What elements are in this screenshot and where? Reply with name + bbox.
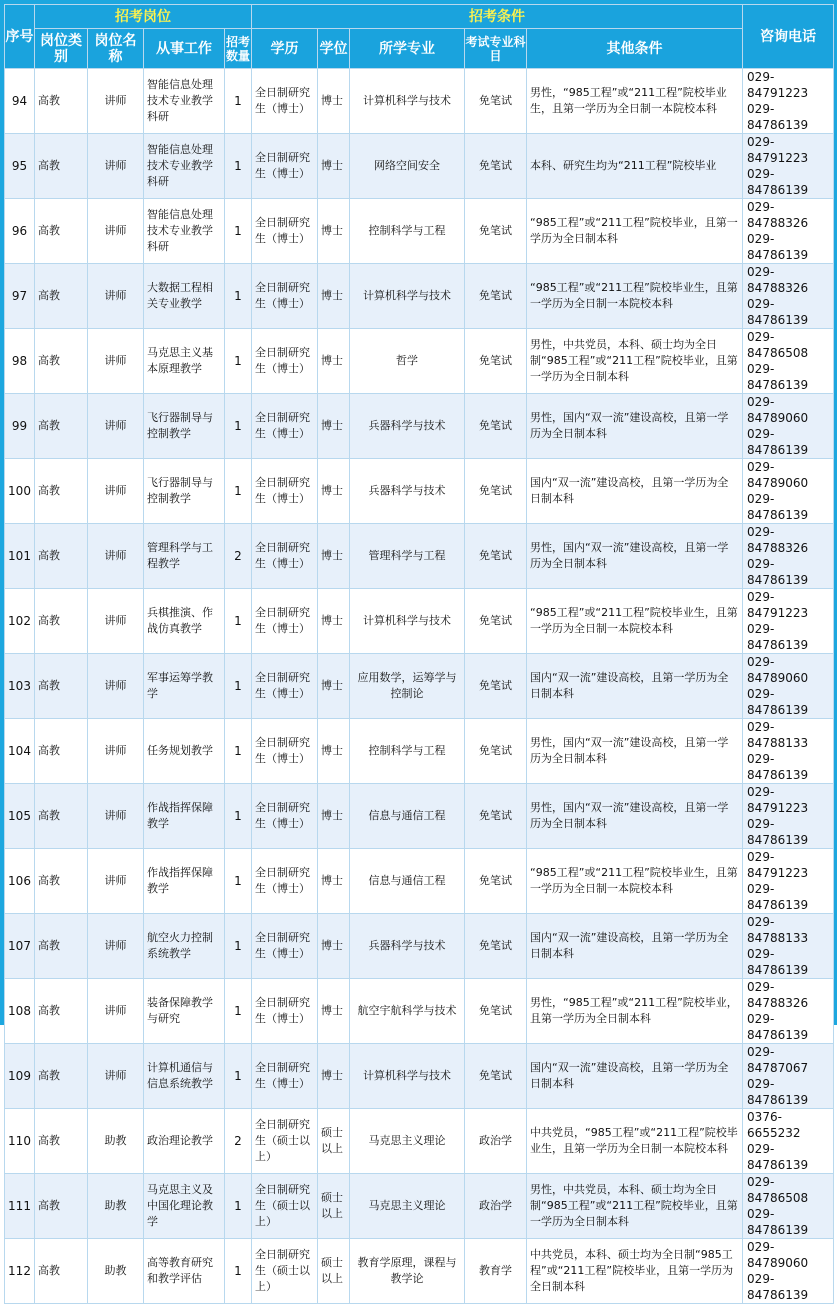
cell-work: 智能信息处理技术专业教学科研 — [144, 134, 225, 199]
phone-1: 029-84789060 — [747, 1240, 809, 1270]
table-row — [5, 849, 834, 914]
cell-exam: 教育学 — [465, 1239, 527, 1304]
cell-title: 讲师 — [88, 134, 144, 199]
cell-count: 1 — [225, 979, 252, 1044]
cell-work: 大数据工程相关专业教学 — [144, 264, 225, 329]
cell-title: 讲师 — [88, 524, 144, 589]
table-row — [5, 589, 834, 654]
header-work: 从事工作 — [144, 29, 225, 69]
cell-title: 助教 — [88, 1174, 144, 1239]
cell-degree: 硕士以上 — [318, 1109, 350, 1174]
cell-count: 1 — [225, 654, 252, 719]
cell-title: 讲师 — [88, 849, 144, 914]
table-row — [5, 329, 834, 394]
cell-phone — [743, 1239, 834, 1304]
cell-category: 高教 — [35, 329, 88, 394]
cell-count: 1 — [225, 589, 252, 654]
cell-major: 兵器科学与技术 — [350, 914, 465, 979]
table-row — [5, 1044, 834, 1109]
cell-no: 109 — [5, 1044, 35, 1109]
header-count: 招考数量 — [225, 29, 252, 69]
cell-exam: 政治学 — [465, 1174, 527, 1239]
phone-1: 029-84788326 — [747, 265, 809, 295]
recruitment-table — [4, 4, 834, 1304]
cell-education: 全日制研究生（博士） — [252, 784, 318, 849]
cell-count: 1 — [225, 329, 252, 394]
phone-1: 029-84791223 — [747, 785, 809, 815]
phone-2: 029-84786139 — [747, 232, 809, 262]
cell-exam: 政治学 — [465, 1109, 527, 1174]
phone-1: 029-84786508 — [747, 330, 809, 360]
phone-2: 029-84786139 — [747, 1142, 809, 1172]
cell-count: 1 — [225, 1044, 252, 1109]
cell-other: 国内“双一流”建设高校，且第一学历为全日制本科 — [527, 1044, 743, 1109]
cell-other: 男性，国内“双一流”建设高校，且第一学历为全日制本科 — [527, 719, 743, 784]
cell-exam: 免笔试 — [465, 979, 527, 1044]
cell-no: 100 — [5, 459, 35, 524]
cell-category: 高教 — [35, 719, 88, 784]
cell-category: 高教 — [35, 134, 88, 199]
cell-other: 中共党员，本科、硕士均为全日制“985工程”或“211工程”院校毕业，且第一学历为全日制本科 — [527, 1239, 743, 1304]
cell-count: 2 — [225, 1109, 252, 1174]
cell-exam: 免笔试 — [465, 719, 527, 784]
phone-2: 029-84786139 — [747, 1077, 809, 1107]
phone-1: 029-84789060 — [747, 460, 809, 490]
table-row — [5, 719, 834, 784]
cell-education: 全日制研究生（博士） — [252, 329, 318, 394]
cell-count: 1 — [225, 69, 252, 134]
phone-2: 029-84786139 — [747, 1012, 809, 1042]
cell-count: 2 — [225, 524, 252, 589]
header-no: 序号 — [5, 5, 35, 69]
cell-category: 高教 — [35, 784, 88, 849]
cell-education: 全日制研究生（博士） — [252, 264, 318, 329]
cell-phone — [743, 69, 834, 134]
cell-major: 马克思主义理论 — [350, 1174, 465, 1239]
cell-major: 控制科学与工程 — [350, 199, 465, 264]
cell-phone — [743, 1044, 834, 1109]
cell-category: 高教 — [35, 979, 88, 1044]
cell-other: 本科、研究生均为“211工程”院校毕业 — [527, 134, 743, 199]
cell-exam: 免笔试 — [465, 1044, 527, 1109]
phone-2: 029-84786139 — [747, 427, 809, 457]
phone-2: 029-84786139 — [747, 882, 809, 912]
cell-title: 讲师 — [88, 589, 144, 654]
phone-1: 0376-6655232 — [747, 1110, 801, 1140]
cell-major: 计算机科学与技术 — [350, 264, 465, 329]
phone-1: 029-84788326 — [747, 525, 809, 555]
cell-degree: 硕士以上 — [318, 1239, 350, 1304]
cell-no: 99 — [5, 394, 35, 459]
cell-no: 105 — [5, 784, 35, 849]
cell-exam: 免笔试 — [465, 914, 527, 979]
cell-category: 高教 — [35, 1109, 88, 1174]
table-row — [5, 1239, 834, 1304]
cell-major: 信息与通信工程 — [350, 849, 465, 914]
phone-1: 029-84791223 — [747, 850, 809, 880]
table-row — [5, 784, 834, 849]
cell-other: 男性，国内“双一流”建设高校，且第一学历为全日制本科 — [527, 784, 743, 849]
cell-title: 讲师 — [88, 394, 144, 459]
cell-degree: 博士 — [318, 589, 350, 654]
cell-other: 男性，国内“双一流”建设高校，且第一学历为全日制本科 — [527, 394, 743, 459]
phone-2: 029-84786139 — [747, 297, 809, 327]
cell-phone — [743, 654, 834, 719]
cell-education: 全日制研究生（博士） — [252, 524, 318, 589]
cell-education: 全日制研究生（博士） — [252, 134, 318, 199]
cell-no: 110 — [5, 1109, 35, 1174]
cell-phone — [743, 264, 834, 329]
cell-other: 男性，中共党员，本科、硕士均为全日制“985工程”或“211工程”院校毕业，且第一学历为全日制本科 — [527, 1174, 743, 1239]
phone-1: 029-84791223 — [747, 135, 809, 165]
cell-category: 高教 — [35, 1044, 88, 1109]
cell-education: 全日制研究生（硕士以上） — [252, 1239, 318, 1304]
table-row — [5, 979, 834, 1044]
cell-degree: 博士 — [318, 199, 350, 264]
cell-other: “985工程”或“211工程”院校毕业，且第一学历为全日制本科 — [527, 199, 743, 264]
cell-exam: 免笔试 — [465, 394, 527, 459]
cell-no: 112 — [5, 1239, 35, 1304]
cell-phone — [743, 199, 834, 264]
cell-exam: 免笔试 — [465, 134, 527, 199]
phone-2: 029-84786139 — [747, 687, 809, 717]
cell-education: 全日制研究生（博士） — [252, 654, 318, 719]
cell-degree: 博士 — [318, 394, 350, 459]
cell-no: 94 — [5, 69, 35, 134]
cell-title: 讲师 — [88, 654, 144, 719]
cell-category: 高教 — [35, 524, 88, 589]
cell-phone — [743, 589, 834, 654]
cell-title: 讲师 — [88, 329, 144, 394]
cell-exam: 免笔试 — [465, 329, 527, 394]
cell-major: 航空宇航科学与技术 — [350, 979, 465, 1044]
cell-title: 讲师 — [88, 719, 144, 784]
cell-education: 全日制研究生（博士） — [252, 394, 318, 459]
cell-work: 军事运筹学教学 — [144, 654, 225, 719]
cell-major: 管理科学与工程 — [350, 524, 465, 589]
cell-education: 全日制研究生（博士） — [252, 849, 318, 914]
cell-no: 98 — [5, 329, 35, 394]
cell-no: 95 — [5, 134, 35, 199]
cell-degree: 博士 — [318, 914, 350, 979]
phone-1: 029-84791223 — [747, 590, 809, 620]
cell-work: 飞行器制导与控制教学 — [144, 394, 225, 459]
table-row — [5, 134, 834, 199]
phone-2: 029-84786139 — [747, 102, 809, 132]
cell-work: 马克思主义基本原理教学 — [144, 329, 225, 394]
cell-degree: 博士 — [318, 459, 350, 524]
cell-phone — [743, 134, 834, 199]
cell-education: 全日制研究生（博士） — [252, 1044, 318, 1109]
cell-work: 任务规划教学 — [144, 719, 225, 784]
cell-degree: 博士 — [318, 329, 350, 394]
table-row — [5, 69, 834, 134]
cell-degree: 博士 — [318, 134, 350, 199]
cell-category: 高教 — [35, 264, 88, 329]
cell-count: 1 — [225, 1174, 252, 1239]
cell-no: 102 — [5, 589, 35, 654]
cell-work: 航空火力控制系统教学 — [144, 914, 225, 979]
phone-1: 029-84788133 — [747, 720, 809, 750]
cell-major: 信息与通信工程 — [350, 784, 465, 849]
cell-category: 高教 — [35, 199, 88, 264]
cell-major: 网络空间安全 — [350, 134, 465, 199]
cell-exam: 免笔试 — [465, 589, 527, 654]
cell-phone — [743, 329, 834, 394]
cell-count: 1 — [225, 719, 252, 784]
header-other: 其他条件 — [527, 29, 743, 69]
table-row — [5, 654, 834, 719]
cell-degree: 博士 — [318, 654, 350, 719]
cell-work: 智能信息处理技术专业教学科研 — [144, 69, 225, 134]
cell-count: 1 — [225, 394, 252, 459]
cell-phone — [743, 524, 834, 589]
cell-major: 控制科学与工程 — [350, 719, 465, 784]
cell-degree: 博士 — [318, 849, 350, 914]
table-row — [5, 199, 834, 264]
cell-exam: 免笔试 — [465, 264, 527, 329]
table-row — [5, 524, 834, 589]
header-group-post: 招考岗位 — [35, 5, 252, 29]
table-row — [5, 1109, 834, 1174]
cell-exam: 免笔试 — [465, 784, 527, 849]
cell-title: 讲师 — [88, 264, 144, 329]
cell-degree: 博士 — [318, 979, 350, 1044]
cell-category: 高教 — [35, 69, 88, 134]
header-category: 岗位类别 — [35, 29, 88, 69]
cell-phone — [743, 784, 834, 849]
cell-work: 作战指挥保障教学 — [144, 849, 225, 914]
phone-2: 029-84786139 — [747, 362, 809, 392]
cell-degree: 博士 — [318, 69, 350, 134]
cell-work: 高等教育研究和教学评估 — [144, 1239, 225, 1304]
cell-title: 讲师 — [88, 784, 144, 849]
cell-category: 高教 — [35, 1174, 88, 1239]
cell-degree: 博士 — [318, 719, 350, 784]
cell-major: 计算机科学与技术 — [350, 69, 465, 134]
header-title: 岗位名称 — [88, 29, 144, 69]
phone-1: 029-84786508 — [747, 1175, 809, 1205]
cell-no: 107 — [5, 914, 35, 979]
cell-category: 高教 — [35, 1239, 88, 1304]
phone-2: 029-84786139 — [747, 752, 809, 782]
cell-title: 助教 — [88, 1109, 144, 1174]
cell-education: 全日制研究生（硕士以上） — [252, 1174, 318, 1239]
cell-degree: 博士 — [318, 524, 350, 589]
phone-2: 029-84786139 — [747, 492, 809, 522]
cell-degree: 博士 — [318, 784, 350, 849]
cell-other: 国内“双一流”建设高校，且第一学历为全日制本科 — [527, 459, 743, 524]
cell-no: 111 — [5, 1174, 35, 1239]
phone-2: 029-84786139 — [747, 1207, 809, 1237]
cell-other: 中共党员，“985工程”或“211工程”院校毕业生，且第一学历为全日制一本院校本科 — [527, 1109, 743, 1174]
cell-degree: 博士 — [318, 1044, 350, 1109]
phone-1: 029-84788133 — [747, 915, 809, 945]
cell-exam: 免笔试 — [465, 524, 527, 589]
cell-work: 政治理论教学 — [144, 1109, 225, 1174]
cell-title: 讲师 — [88, 459, 144, 524]
cell-other: 国内“双一流”建设高校，且第一学历为全日制本科 — [527, 654, 743, 719]
table-body — [5, 69, 834, 1304]
cell-title: 讲师 — [88, 199, 144, 264]
cell-count: 1 — [225, 134, 252, 199]
cell-exam: 免笔试 — [465, 199, 527, 264]
cell-other: 男性，“985工程”或“211工程”院校毕业，且第一学历为全日制本科 — [527, 979, 743, 1044]
cell-phone — [743, 914, 834, 979]
cell-count: 1 — [225, 264, 252, 329]
header-group-condition: 招考条件 — [252, 5, 743, 29]
cell-count: 1 — [225, 199, 252, 264]
cell-count: 1 — [225, 459, 252, 524]
cell-phone — [743, 459, 834, 524]
header-exam: 考试专业科 目 — [465, 29, 527, 69]
cell-category: 高教 — [35, 589, 88, 654]
cell-count: 1 — [225, 914, 252, 979]
cell-exam: 免笔试 — [465, 654, 527, 719]
cell-no: 106 — [5, 849, 35, 914]
cell-exam: 免笔试 — [465, 459, 527, 524]
cell-no: 108 — [5, 979, 35, 1044]
cell-no: 96 — [5, 199, 35, 264]
cell-no: 104 — [5, 719, 35, 784]
cell-count: 1 — [225, 1239, 252, 1304]
phone-2: 029-84786139 — [747, 817, 809, 847]
cell-count: 1 — [225, 849, 252, 914]
header-education: 学历 — [252, 29, 318, 69]
cell-work: 装备保障教学与研究 — [144, 979, 225, 1044]
cell-education: 全日制研究生（博士） — [252, 914, 318, 979]
cell-title: 讲师 — [88, 914, 144, 979]
cell-major: 教育学原理，课程与教学论 — [350, 1239, 465, 1304]
cell-category: 高教 — [35, 914, 88, 979]
cell-major: 马克思主义理论 — [350, 1109, 465, 1174]
phone-2: 029-84786139 — [747, 167, 809, 197]
cell-other: “985工程”或“211工程”院校毕业生，且第一学历为全日制一本院校本科 — [527, 589, 743, 654]
cell-title: 讲师 — [88, 69, 144, 134]
cell-education: 全日制研究生（博士） — [252, 719, 318, 784]
table-row — [5, 459, 834, 524]
cell-other: 国内“双一流”建设高校，且第一学历为全日制本科 — [527, 914, 743, 979]
table-row — [5, 1174, 834, 1239]
cell-count: 1 — [225, 784, 252, 849]
cell-other: 男性，中共党员，本科、硕士均为全日制“985工程”或“211工程”院校毕业，且第一学历为全日制本科 — [527, 329, 743, 394]
phone-1: 029-84789060 — [747, 655, 809, 685]
cell-other: 男性，“985工程”或“211工程”院校毕业生，且第一学历为全日制一本院校本科 — [527, 69, 743, 134]
cell-education: 全日制研究生（博士） — [252, 199, 318, 264]
header-degree: 学位 — [318, 29, 350, 69]
cell-phone — [743, 1109, 834, 1174]
phone-1: 029-84788326 — [747, 200, 809, 230]
cell-phone — [743, 1174, 834, 1239]
cell-major: 兵器科学与技术 — [350, 459, 465, 524]
phone-2: 029-84786139 — [747, 622, 809, 652]
cell-degree: 博士 — [318, 264, 350, 329]
cell-education: 全日制研究生（博士） — [252, 459, 318, 524]
cell-category: 高教 — [35, 849, 88, 914]
cell-exam: 免笔试 — [465, 849, 527, 914]
cell-work: 管理科学与工程教学 — [144, 524, 225, 589]
phone-2: 029-84786139 — [747, 1272, 809, 1302]
cell-title: 讲师 — [88, 1044, 144, 1109]
cell-major: 计算机科学与技术 — [350, 589, 465, 654]
cell-work: 兵棋推演、作战仿真教学 — [144, 589, 225, 654]
phone-1: 029-84787067 — [747, 1045, 809, 1075]
cell-phone — [743, 849, 834, 914]
cell-category: 高教 — [35, 394, 88, 459]
cell-category: 高教 — [35, 459, 88, 524]
cell-no: 97 — [5, 264, 35, 329]
cell-major: 哲学 — [350, 329, 465, 394]
cell-education: 全日制研究生（博士） — [252, 979, 318, 1044]
cell-work: 作战指挥保障教学 — [144, 784, 225, 849]
cell-education: 全日制研究生（博士） — [252, 589, 318, 654]
table-row — [5, 914, 834, 979]
cell-phone — [743, 979, 834, 1044]
cell-work: 马克思主义及中国化理论教学 — [144, 1174, 225, 1239]
phone-1: 029-84791223 — [747, 70, 809, 100]
cell-title: 助教 — [88, 1239, 144, 1304]
cell-degree: 硕士以上 — [318, 1174, 350, 1239]
cell-education: 全日制研究生（博士） — [252, 69, 318, 134]
cell-work: 智能信息处理技术专业教学科研 — [144, 199, 225, 264]
cell-category: 高教 — [35, 654, 88, 719]
phone-2: 029-84786139 — [747, 557, 809, 587]
phone-1: 029-84789060 — [747, 395, 809, 425]
phone-1: 029-84788326 — [747, 980, 809, 1010]
cell-title: 讲师 — [88, 979, 144, 1044]
header-major: 所学专业 — [350, 29, 465, 69]
cell-major: 计算机科学与技术 — [350, 1044, 465, 1109]
cell-phone — [743, 394, 834, 459]
cell-work: 计算机通信与信息系统教学 — [144, 1044, 225, 1109]
cell-exam: 免笔试 — [465, 69, 527, 134]
cell-other: 男性，国内“双一流”建设高校，且第一学历为全日制本科 — [527, 524, 743, 589]
cell-major: 兵器科学与技术 — [350, 394, 465, 459]
cell-major: 应用数学，运筹学与控制论 — [350, 654, 465, 719]
phone-2: 029-84786139 — [747, 947, 809, 977]
cell-other: “985工程”或“211工程”院校毕业生，且第一学历为全日制一本院校本科 — [527, 264, 743, 329]
cell-phone — [743, 719, 834, 784]
cell-work: 飞行器制导与控制教学 — [144, 459, 225, 524]
table-row — [5, 394, 834, 459]
table-row — [5, 264, 834, 329]
cell-no: 103 — [5, 654, 35, 719]
cell-no: 101 — [5, 524, 35, 589]
cell-education: 全日制研究生（硕士以上） — [252, 1109, 318, 1174]
cell-other: “985工程”或“211工程”院校毕业生，且第一学历为全日制一本院校本科 — [527, 849, 743, 914]
header-phone: 咨询电话 — [743, 5, 834, 69]
